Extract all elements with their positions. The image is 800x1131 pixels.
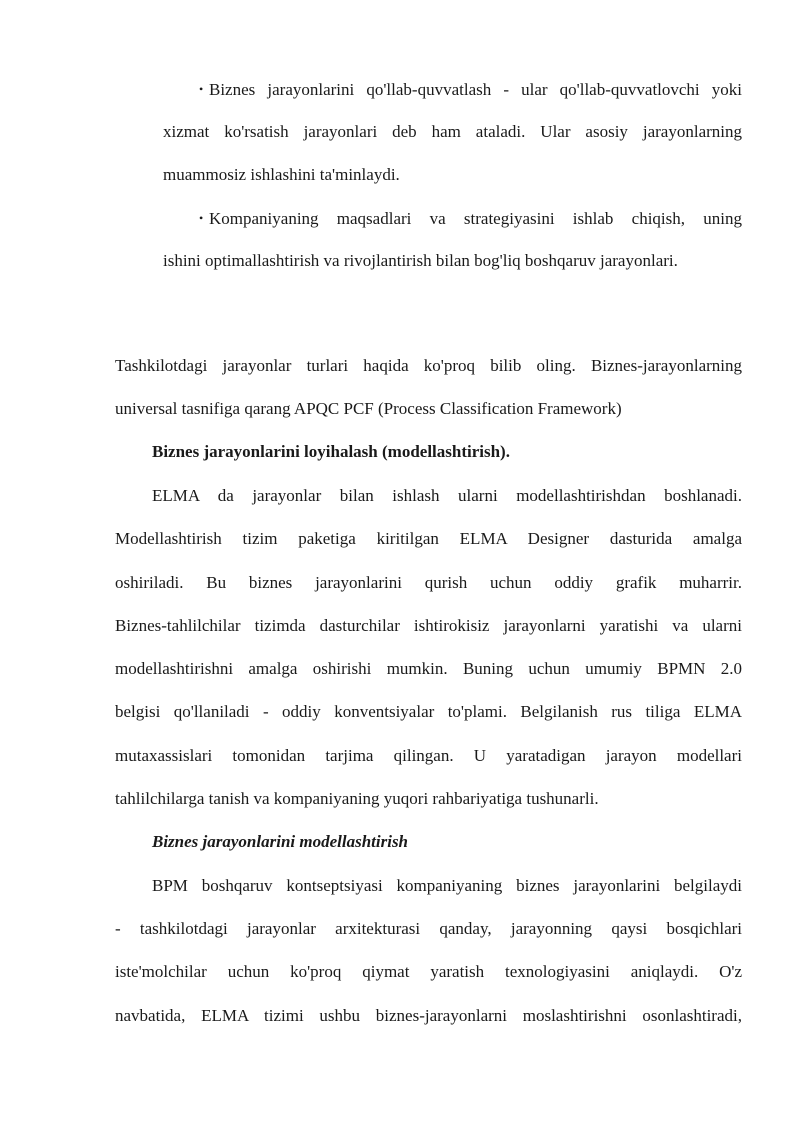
para1-line-5: modellashtirishni amalga oshirishi mumkin. Buning uchun umumiy BPMN 2.0 [115,659,742,678]
bullet-item-1-line-2: xizmat ko'rsatish jarayonlari deb ham ataladi. Ular asosiy jarayonlarning [163,122,742,141]
intro-line-1: Tashkilotdagi jarayonlar turlari haqida ko'proq bilib oling. Biznes-jarayonlarning [115,356,742,375]
para1-line-6: belgisi qo'llaniladi - oddiy konventsiyalar to'plami. Belgilanish rus tiliga ELMA [115,702,742,721]
bullet-item-1-line-3: muammosiz ishlashini ta'minlaydi. [163,165,400,184]
para2-line-1: BPM boshqaruv kontseptsiyasi kompaniyaning biznes jarayonlarini belgilaydi [152,876,742,895]
section-heading-2: Biznes jarayonlarini modellashtirish [152,832,409,851]
para1-line-8: tahlilchilarga tanish va kompaniyaning yuqori rahbariyatiga tushunarli. [115,789,599,808]
bullet-item-2-text: Kompaniyaning maqsadlari va strategiyasini ishlab chiqish, uning [209,209,742,228]
para1-line-7: mutaxassislari tomonidan tarjima qilingan. U yaratadigan jarayon modellari [115,746,742,765]
para2-line-4: navbatida, ELMA tizimi ushbu biznes-jarayonlarni moslashtirishni osonlashtiradi, [115,1006,742,1025]
para1-line-1: ELMA da jarayonlar bilan ishlash ularni modellashtirishdan boshlanadi. [152,486,742,505]
para1-line-2: Modellashtirish tizim paketiga kiritilgan ELMA Designer dasturida amalga [115,529,742,548]
bullet-item-1-text: Biznes jarayonlarini qo'llab-quvvatlash - ular qo'llab-quvvatlovchi yoki [209,80,742,99]
para2-line-2: - tashkilotdagi jarayonlar arxitekturasi qanday, jarayonning qaysi bosqichlari [115,919,742,938]
bullet-marker: • [199,211,204,225]
bullet-item-2-line-1 [199,208,742,229]
bullet-item-2-line-2: ishini optimallashtirish va rivojlantirish bilan bog'liq boshqaruv jarayonlari. [163,251,678,270]
bullet-marker: • [199,82,204,96]
para1-line-4: Biznes-tahlilchilar tizimda dasturchilar ishtirokisiz jarayonlarni yaratishi va ularni [115,616,742,635]
para2-line-3: iste'molchilar uchun ko'proq qiymat yaratish texnologiyasini aniqlaydi. O'z [115,962,742,981]
section-heading-1: Biznes jarayonlarini loyihalash (modellashtirish). [152,442,510,461]
para1-line-3: oshiriladi. Bu biznes jarayonlarini qurish uchun oddiy grafik muharrir. [115,573,742,592]
intro-line-2: universal tasnifiga qarang APQC PCF (Process Classification Framework) [115,399,622,418]
bullet-item-1-line-1 [199,79,742,100]
